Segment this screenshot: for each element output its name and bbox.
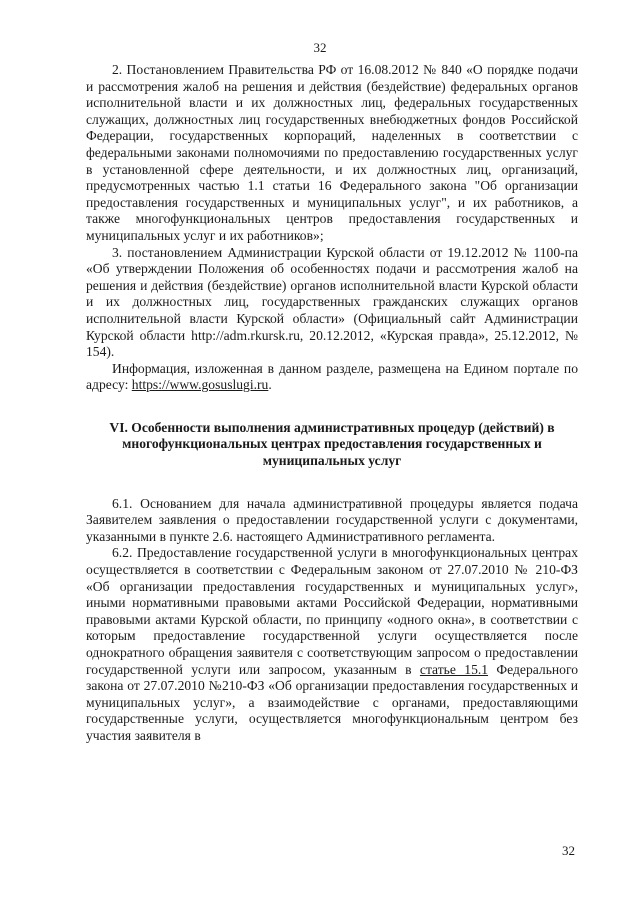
page-number-top: 32 [313, 40, 327, 55]
article-15-1-link[interactable]: статье 15.1 [419, 661, 489, 677]
info-end: . [268, 377, 272, 393]
paragraph-item-3: 3. постановлением Администрации Курской области от 19.12.2012 № 1100-па «Об утверждении Положения об особенностях подачи и рассмотрения жалоб на решения и действия (бездействие) органов исполнительной власти Курской области и их должностных лиц, государственных гражданских служащих органов исполнительной власти Курской области» (Официальный сайт Администрации Курской области http://adm.rkursk.ru, 20.12.2012, «Курская правда», 25.12.2012, № 154). [86, 244, 578, 360]
paragraph-6-1: 6.1. Основанием для начала административной процедуры является подача Заявителем заявления о предоставлении государственной услуги с документами, указанными в пункте 2.6. настоящего Административного регламента. [86, 495, 578, 544]
paragraph-item-2: 2. Постановлением Правительства РФ от 16.08.2012 № 840 «О порядке подачи и рассмотрения жалоб на решения и действия (бездействие) федеральных органов исполнительной власти и их должностных лиц, федеральных государственных служащих, должностных лиц государственных внебюджетных фондов Российской Федерации, государственных корпораций, наделенных в соответствии с федеральными законами полномочиями по предоставлению государственных услуг в установленной сфере деятельности, и их должностных лиц, организаций, предусмотренных частью 1.1 статьи 16 Федерального закона "Об организации предоставления государственных и муниципальных услуг", и их работников, а также многофункциональных центров предоставления государственных и муниципальных услуг и их работников»; [86, 62, 578, 243]
page-number-bottom: 32 [562, 843, 575, 858]
document-body [86, 62, 578, 745]
paragraph-6-2 [86, 545, 578, 744]
gosuslugi-link[interactable]: https://www.gosuslugi.ru [131, 377, 269, 393]
section-heading: VI. Особенности выполнения административных процедур (действий) в многофункциональных центрах предоставления государственных и муниципальных услуг [109, 419, 555, 469]
paragraph-info [86, 361, 578, 394]
info-text: Информация, изложенная в данном разделе, размещена на Едином портале по адресу: [86, 360, 578, 393]
paragraph-6-2-start: 6.2. Предоставление государственной услуги в многофункциональных центрах осуществляется в соответствии с Федеральным законом от 27.07.2010 № 210-ФЗ «Об организации предоставления государственных и муниципальных услуг», иными нормативными правовыми актами Российской Федерации, нормативными правовыми актами Курской области, по принципу «одного окна», в соответствии с которым предоставление государственной услуги осуществляется после однократного обращения заявителя с соответствующим запросом о предоставлении государственной услуги или запросом, указанным в [86, 545, 578, 677]
paragraph-6-2-end: Федерального закона от 27.07.2010 №210-ФЗ «Об организации предоставления государственных и муниципальных услуг», а взаимодействие с органами, предоставляющими государственные услуги, осуществляется многофункциональным центром без участия заявителя в [86, 661, 578, 743]
